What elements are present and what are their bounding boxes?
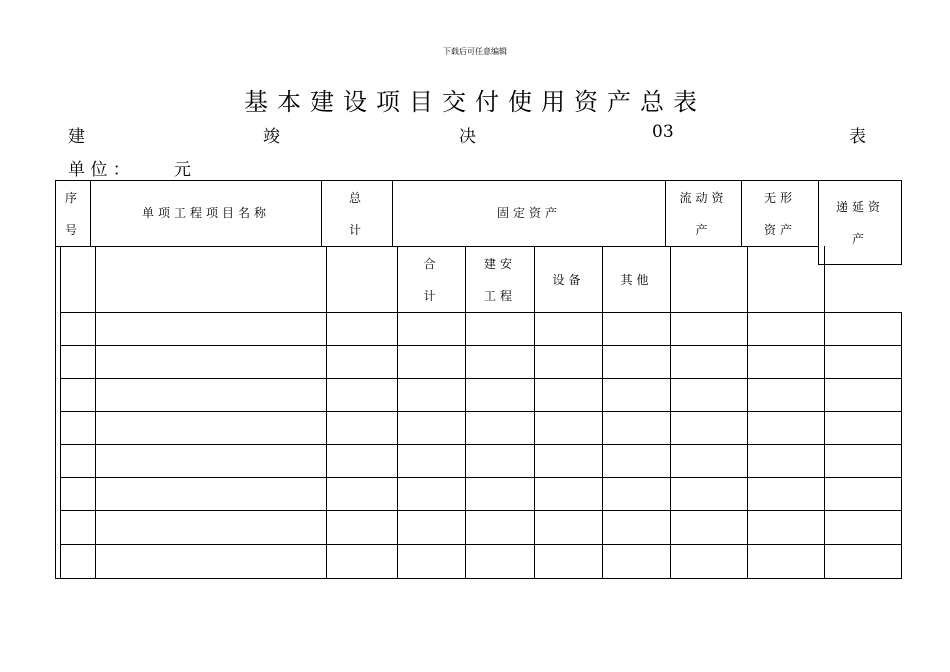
body-divider [602,246,603,579]
subtitle-char-2: 竣 [263,127,280,147]
header-fixed-assets: 固定资产 [496,206,561,220]
page-title: 基本建设项目交付使用资产总表 [244,88,706,116]
deferred-box-bottom [818,264,902,265]
header-deferred-bottom: 产 [851,232,868,246]
table-row-line [60,378,902,379]
watermark-text: 下载后可任意编辑 [443,47,507,56]
body-divider [670,246,671,579]
body-divider [60,246,61,579]
header-current-assets-bottom: 产 [695,223,712,237]
table-bottom-border [55,578,902,579]
body-divider [326,246,327,579]
header-intangible-bottom: 资产 [763,223,796,237]
header-seq-top: 序 [64,191,81,205]
table-right-border [901,312,902,579]
header-other: 其他 [620,273,653,287]
header-deferred-top: 递延资 [835,200,884,214]
header-fixed-total-top: 合 [423,257,440,271]
table-row-line [60,544,902,545]
header-total-bottom: 计 [348,223,365,237]
header-project-name: 单项工程项目名称 [141,206,270,220]
body-divider [95,246,96,579]
unit-label: 单 位 ： [68,160,130,180]
header-construction-bottom: 工程 [483,289,516,303]
table-row-line [60,312,902,313]
table-row-line [60,510,902,511]
header-current-assets-top: 流动资 [679,191,728,205]
header-intangible-top: 无形 [763,191,796,205]
body-divider [747,246,748,579]
table-row-line [60,345,902,346]
table-row-line [60,411,902,412]
body-divider [534,246,535,579]
header-row1-bottom [55,246,819,247]
table-top-border [55,180,902,181]
header-total-top: 总 [348,191,365,205]
subtitle-char-4: 03 [652,122,674,142]
header-seq-bottom: 号 [64,223,81,237]
header-equipment: 设备 [552,273,585,287]
subtitle-char-3: 决 [459,127,476,147]
header-construction-top: 建安 [483,257,516,271]
table-right-border-top [901,180,902,265]
header-fixed-total-bottom: 计 [423,289,440,303]
subtitle-char-1: 建 [68,127,85,147]
body-divider [824,246,825,579]
table-row-line [60,477,902,478]
subtitle-char-5: 表 [849,127,866,147]
unit-value: 元 [174,160,191,180]
table-row-line [60,444,902,445]
